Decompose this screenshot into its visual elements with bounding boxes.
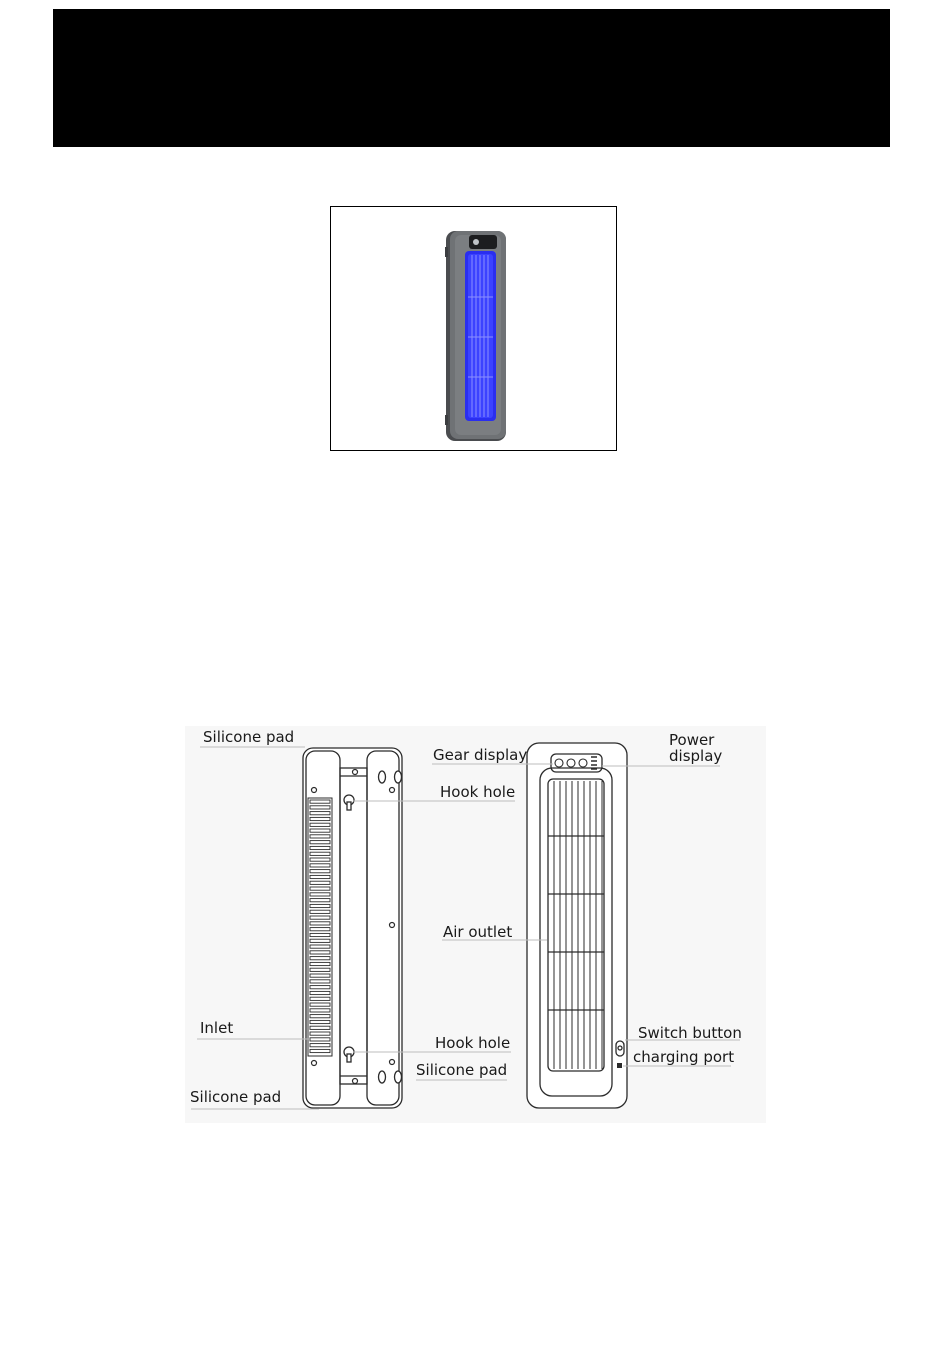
label-power-display-1: Power — [669, 731, 715, 749]
label-silicone-pad-top: Silicone pad — [203, 728, 295, 746]
label-hook-hole-top: Hook hole — [440, 783, 516, 801]
inlet-slot — [310, 928, 330, 931]
inlet-slot — [310, 899, 330, 902]
display-indicator — [473, 239, 479, 245]
tower-fan-photo — [331, 207, 616, 450]
label-gear-display: Gear display — [433, 746, 528, 764]
inlet-slot — [310, 881, 330, 884]
inlet-slot — [310, 812, 330, 815]
header-bar — [53, 9, 890, 147]
inlet-slot — [310, 1038, 330, 1041]
inlet-slot — [310, 980, 330, 983]
inlet-slot — [310, 1003, 330, 1006]
inlet-slot — [310, 1049, 330, 1052]
inlet-slot — [310, 846, 330, 849]
inlet-slot — [310, 817, 330, 820]
inlet-slot — [310, 910, 330, 913]
inlet-slot — [310, 893, 330, 896]
gear-display-icons — [555, 759, 587, 767]
inlet-slot — [310, 887, 330, 890]
product-photo — [330, 206, 617, 451]
inlet-slot — [310, 1015, 330, 1018]
inlet-slot — [310, 904, 330, 907]
inlet-slot — [310, 852, 330, 855]
inlet-slot — [310, 835, 330, 838]
label-switch-button: Switch button — [638, 1024, 742, 1042]
label-inlet: Inlet — [200, 1019, 234, 1037]
inlet-slot — [310, 1032, 330, 1035]
inlet-slot — [310, 991, 330, 994]
inlet-slot — [310, 800, 330, 803]
label-silicone-pad-mid: Silicone pad — [416, 1061, 508, 1079]
inlet-slot — [310, 1026, 330, 1029]
front-view — [527, 743, 627, 1108]
inlet-slot — [310, 823, 330, 826]
label-air-outlet: Air outlet — [443, 923, 513, 941]
label-charging-port: charging port — [633, 1048, 735, 1066]
parts-diagram-svg — [185, 726, 766, 1123]
switch-button — [616, 1041, 624, 1056]
side-notch-bottom — [445, 415, 448, 425]
label-silicone-pad-bottom: Silicone pad — [190, 1088, 282, 1106]
label-hook-hole-bottom: Hook hole — [435, 1034, 511, 1052]
inlet-slot — [310, 806, 330, 809]
label-power-display-2: display — [669, 747, 723, 765]
inlet-slot — [310, 997, 330, 1000]
inlet-slot — [310, 951, 330, 954]
inlet-slot — [310, 957, 330, 960]
inlet-slot — [310, 841, 330, 844]
parts-diagram — [185, 726, 766, 1123]
charging-port — [617, 1063, 622, 1068]
inlet-slot — [310, 864, 330, 867]
inlet-slot — [310, 945, 330, 948]
side-notch-top — [445, 247, 448, 257]
inlet-slot — [310, 870, 330, 873]
inlet-slot — [310, 922, 330, 925]
inlet-slot — [310, 916, 330, 919]
inlet-slot — [310, 939, 330, 942]
inlet-slot — [310, 933, 330, 936]
inlet-slot — [310, 1020, 330, 1023]
inlet-slot — [310, 1009, 330, 1012]
inlet-slot — [310, 858, 330, 861]
inlet-slot — [310, 962, 330, 965]
inlet-slot — [310, 875, 330, 878]
inlet-slot — [310, 968, 330, 971]
inlet-slot — [310, 829, 330, 832]
inlet-slot — [310, 986, 330, 989]
inlet-slot — [310, 1044, 330, 1047]
inlet-slot — [310, 974, 330, 977]
